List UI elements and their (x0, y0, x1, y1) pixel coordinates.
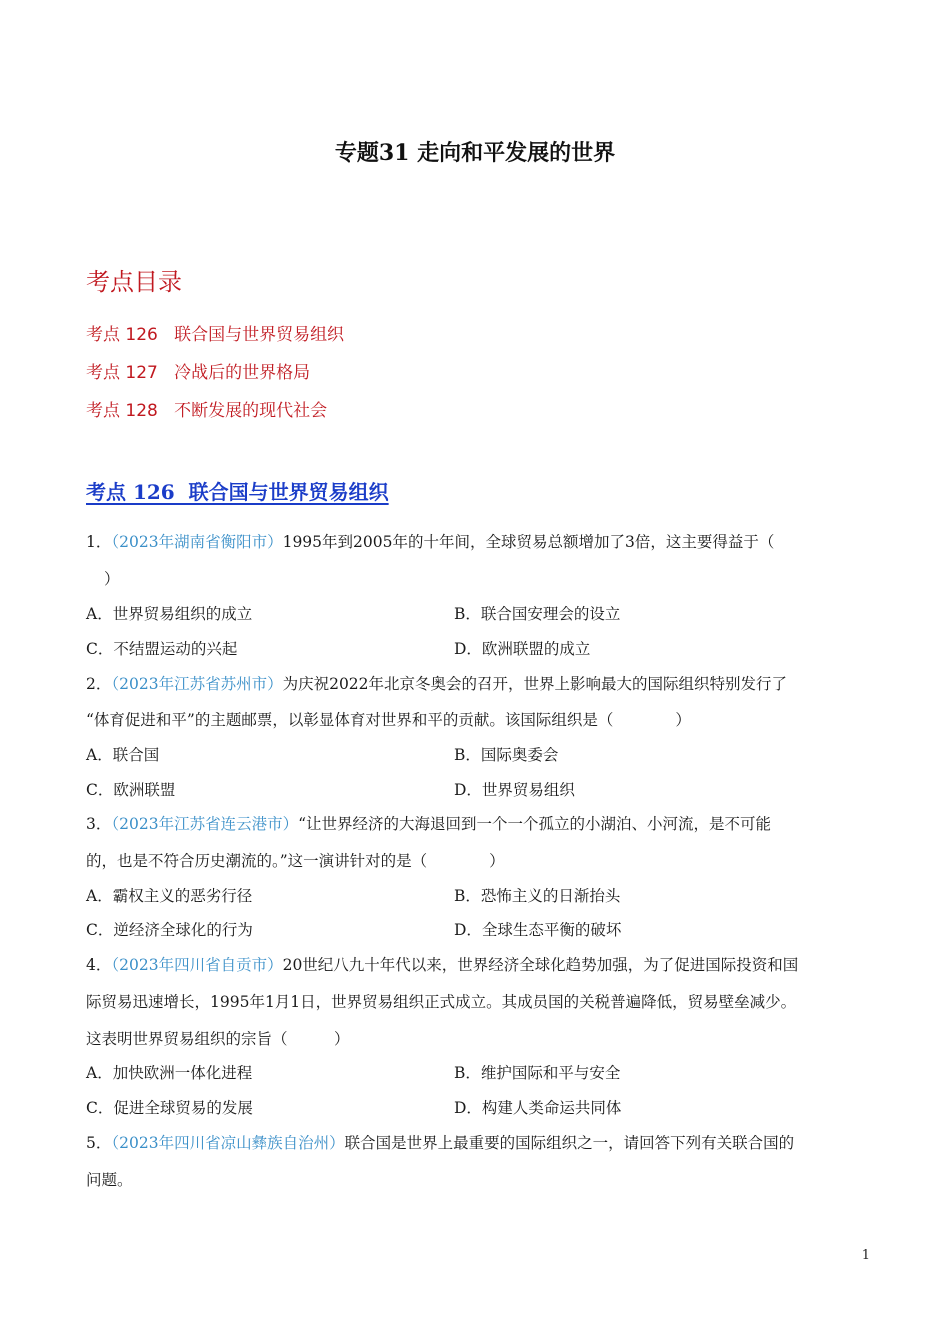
question-4-line-2: 际贸易迅速增长，1995年1月1日，世界贸易组织正式成立。其成员国的关税普遍降低，贸易壁垒减少。 (86, 993, 797, 1011)
toc-heading: 考点目录 (86, 268, 182, 296)
question-5-line-1 (86, 1131, 794, 1153)
option-c[interactable]: C．欧洲联盟 (86, 781, 176, 799)
toc-item[interactable]: 考点 126 联合国与世界贸易组织 (86, 325, 345, 345)
option-c[interactable]: C．不结盟运动的兴起 (86, 640, 238, 658)
option-d[interactable]: D．世界贸易组织 (454, 781, 575, 799)
question-4-line-1 (86, 953, 798, 975)
option-d[interactable]: D．欧洲联盟的成立 (454, 640, 591, 658)
question-text: 20世纪八九十年代以来，世界经济全球化趋势加强，为了促进国际投资和国 (282, 956, 799, 974)
question-source: （2023年江苏省苏州市） (111, 675, 283, 693)
question-source: （2023年四川省凉山彝族自治州） (111, 1134, 345, 1152)
option-b[interactable]: B．联合国安理会的设立 (454, 605, 621, 623)
question-text: 1995年到2005年的十年间，全球贸易总额增加了3倍，这主要得益于（ (282, 533, 775, 551)
question-source: （2023年湖南省衡阳市） (111, 533, 283, 551)
question-3-line-1 (86, 812, 771, 834)
question-number: 1． (86, 533, 112, 551)
question-4-line-3: 这表明世界贸易组织的宗旨（ ） (86, 1030, 350, 1048)
question-2-line-1 (86, 672, 787, 694)
page-number: 1 (861, 1248, 870, 1263)
option-a[interactable]: A．加快欧洲一体化进程 (86, 1064, 253, 1082)
question-2-line-2: “体育促进和平”的主题邮票，以彰显体育对世界和平的贡献。该国际组织是（ ） (86, 711, 691, 729)
option-a[interactable]: A．世界贸易组织的成立 (86, 605, 253, 623)
question-number: 5． (86, 1134, 112, 1152)
option-c[interactable]: C．促进全球贸易的发展 (86, 1099, 253, 1117)
question-text: “让世界经济的大海退回到一个一个孤立的小湖泊、小河流，是不可能 (298, 815, 772, 833)
question-number: 4． (86, 956, 112, 974)
option-a[interactable]: A．霸权主义的恶劣行径 (86, 887, 253, 905)
question-number: 2． (86, 675, 112, 693)
option-d[interactable]: D．构建人类命运共同体 (454, 1099, 622, 1117)
section-heading: 考点 126 联合国与世界贸易组织 (86, 480, 389, 504)
page-title: 专题31 走向和平发展的世界 (334, 140, 616, 166)
option-c[interactable]: C．逆经济全球化的行为 (86, 921, 253, 939)
question-number: 3． (86, 815, 112, 833)
question-1-line-2: ） (104, 570, 120, 588)
question-source: （2023年四川省自贡市） (111, 956, 283, 974)
toc-item[interactable]: 考点 127 冷战后的世界格局 (86, 363, 311, 383)
question-text: 为庆祝2022年北京冬奥会的召开，世界上影响最大的国际组织特别发行了 (282, 675, 788, 693)
option-d[interactable]: D．全球生态平衡的破坏 (454, 921, 622, 939)
question-5-line-2: 问题。 (86, 1171, 133, 1189)
toc-item[interactable]: 考点 128 不断发展的现代社会 (86, 401, 328, 421)
option-a[interactable]: A．联合国 (86, 746, 160, 764)
question-source: （2023年江苏省连云港市） (111, 815, 299, 833)
option-b[interactable]: B．维护国际和平与安全 (454, 1064, 621, 1082)
option-b[interactable]: B．恐怖主义的日渐抬头 (454, 887, 621, 905)
question-3-line-2: 的，也是不符合历史潮流的。”这一演讲针对的是（ ） (86, 852, 505, 870)
question-text: 联合国是世界上最重要的国际组织之一，请回答下列有关联合国的 (344, 1134, 795, 1152)
option-b[interactable]: B．国际奥委会 (454, 746, 559, 764)
question-1-line-1 (86, 530, 774, 552)
